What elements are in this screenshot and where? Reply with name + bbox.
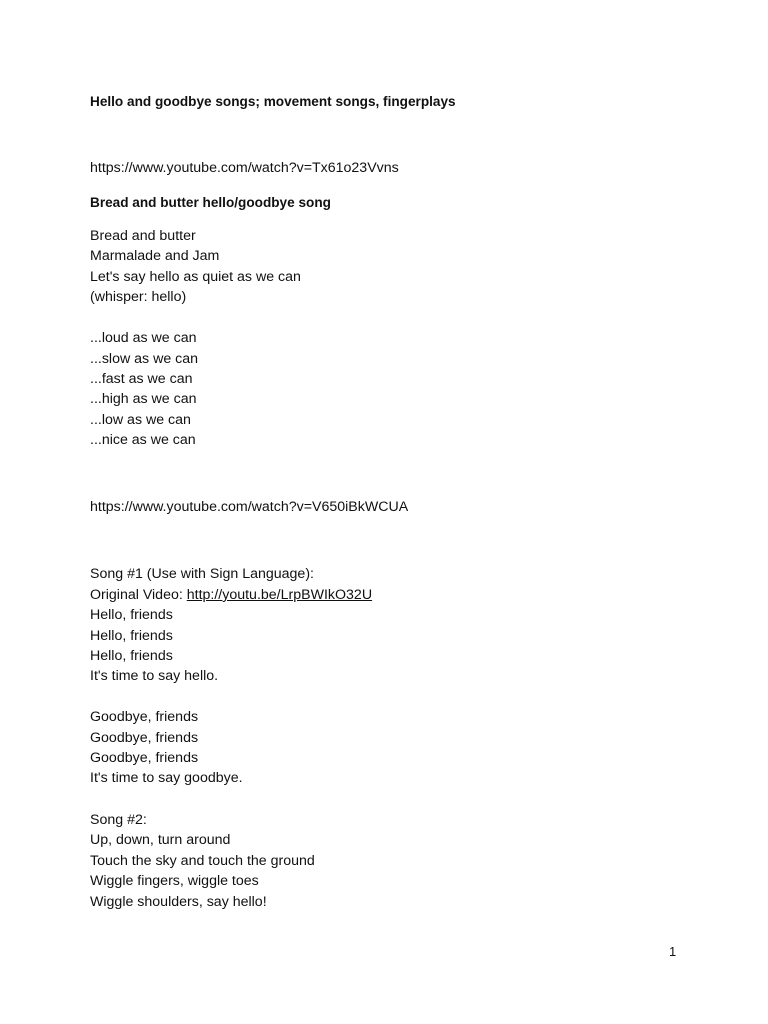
lyric-line: Goodbye, friends bbox=[90, 730, 199, 746]
lyric-line: Touch the sky and touch the ground bbox=[90, 853, 315, 869]
page-number: 1 bbox=[669, 944, 677, 959]
lyric-line: (whisper: hello) bbox=[90, 289, 187, 305]
lyric-line: Marmalade and Jam bbox=[90, 248, 220, 264]
original-video-link[interactable]: http://youtu.be/LrpBWIkO32U bbox=[186, 587, 373, 603]
lyric-line: Bread and butter bbox=[90, 228, 196, 244]
lyric-line: Wiggle fingers, wiggle toes bbox=[90, 873, 259, 889]
lyric-line: Let's say hello as quiet as we can bbox=[90, 269, 301, 285]
variation-line: ...high as we can bbox=[90, 391, 197, 407]
lyric-line: Hello, friends bbox=[90, 648, 173, 664]
lyric-line: Hello, friends bbox=[90, 628, 173, 644]
variation-line: ...low as we can bbox=[90, 412, 191, 428]
lyric-line: It's time to say hello. bbox=[90, 668, 219, 684]
section-heading-bread-and-butter: Bread and butter hello/goodbye song bbox=[90, 195, 331, 210]
lyric-line: Up, down, turn around bbox=[90, 832, 231, 848]
lyric-line: Wiggle shoulders, say hello! bbox=[90, 894, 267, 910]
url-text-2: https://www.youtube.com/watch?v=V650iBkWCUA bbox=[90, 499, 409, 515]
song1-title: Song #1 (Use with Sign Language): bbox=[90, 566, 314, 582]
variation-line: ...loud as we can bbox=[90, 330, 197, 346]
variation-line: ...fast as we can bbox=[90, 371, 193, 387]
song2-title: Song #2: bbox=[90, 812, 147, 828]
song1-original-video bbox=[90, 585, 372, 605]
main-heading: Hello and goodbye songs; movement songs, fingerplays bbox=[90, 94, 456, 109]
lyric-line: Hello, friends bbox=[90, 607, 173, 623]
lyric-line: Goodbye, friends bbox=[90, 750, 199, 766]
url-text-1: https://www.youtube.com/watch?v=Tx61o23Vvns bbox=[90, 160, 399, 176]
lyric-line: Goodbye, friends bbox=[90, 709, 199, 725]
original-video-label: Original Video: bbox=[90, 587, 187, 603]
variation-line: ...slow as we can bbox=[90, 351, 199, 367]
lyric-line: It's time to say goodbye. bbox=[90, 770, 243, 786]
variation-line: ...nice as we can bbox=[90, 432, 196, 448]
